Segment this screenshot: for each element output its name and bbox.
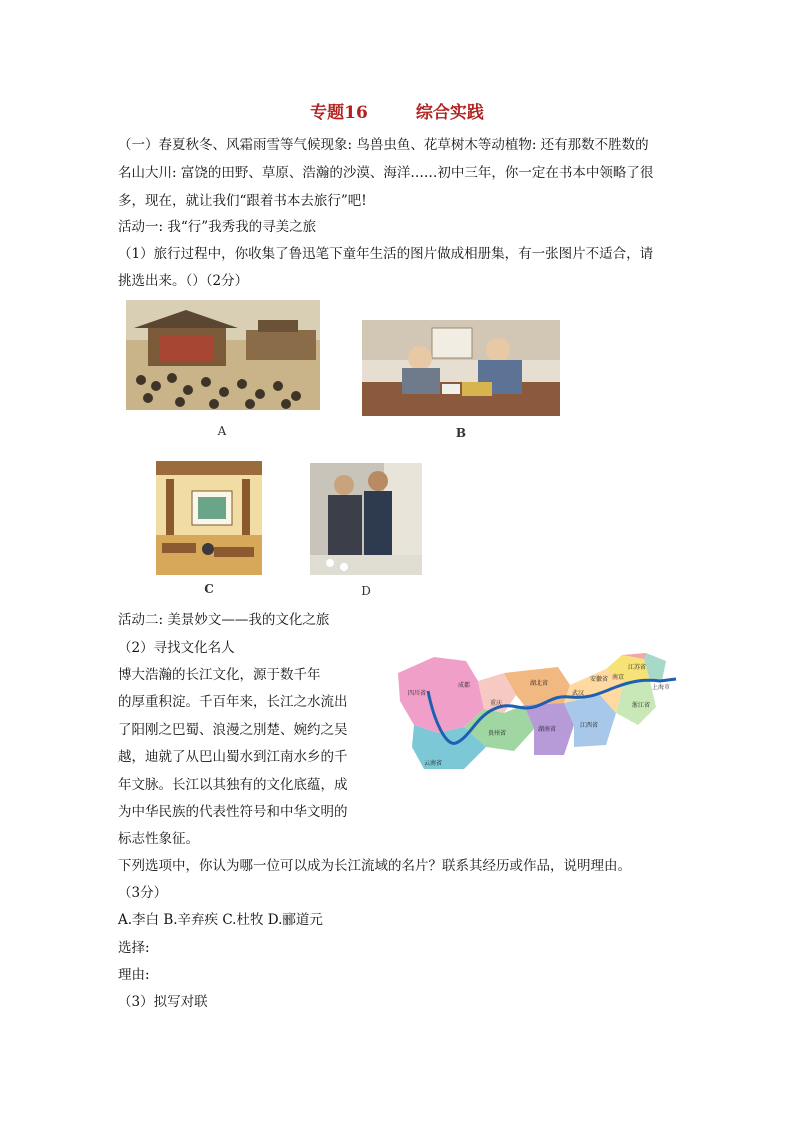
yangtze-river-map bbox=[394, 651, 678, 775]
map-label-yunnan: 云南省 bbox=[424, 760, 443, 767]
activity2-title: 活动二: 美景妙文——我的文化之旅 bbox=[118, 612, 330, 628]
passage-line-5: 年文脉。长江以其独有的文化底蕴，成 bbox=[118, 777, 348, 793]
answer-choice-label: 选择: bbox=[118, 940, 150, 956]
passage-line-2: 的厚重积淀。千百年来，长江之水流出 bbox=[118, 694, 348, 710]
picture-d-two-men bbox=[310, 463, 422, 575]
intro-line-2: 名山大川: 富饶的田野、草原、浩瀚的沙漠、海洋……初中三年，你一定在书本中领略了很 bbox=[118, 165, 654, 181]
intro-line-3: 多，现在，就让我们“跟着书本去旅行”吧! bbox=[118, 193, 367, 209]
page-title bbox=[0, 98, 794, 123]
map-label-sichuan: 四川省 bbox=[408, 690, 427, 697]
map-label-jiangxi: 江西省 bbox=[580, 722, 599, 729]
title-part2: 综合实践 bbox=[415, 103, 484, 123]
answer-reason-label: 理由: bbox=[118, 967, 150, 983]
picture-label-a: A bbox=[217, 424, 227, 438]
map-label-nanjing: 南京 bbox=[612, 674, 625, 681]
map-label-hubei: 湖北省 bbox=[530, 680, 549, 687]
picture-label-d: D bbox=[361, 584, 371, 598]
map-label-anhui: 安徽省 bbox=[590, 676, 609, 683]
map-label-chongqing: 重庆 bbox=[490, 700, 503, 707]
question3-title: （3）拟写对联 bbox=[118, 994, 208, 1010]
picture-a-opera-stage bbox=[126, 300, 320, 410]
passage-line-1: 博大浩瀚的长江文化，源于数千年 bbox=[118, 667, 321, 683]
title-part1: 专题16 bbox=[310, 103, 368, 123]
question1-line-2: 挑选出来。（）（2分） bbox=[118, 273, 249, 289]
question2-prompt: 下列选项中，你认为哪一位可以成为长江流域的名片？联系其经历或作品，说明理由。 bbox=[118, 858, 631, 874]
question2-title: （2）寻找文化名人 bbox=[118, 640, 235, 656]
map-label-wuhan: 武汉 bbox=[572, 690, 585, 697]
map-label-chengdu: 成都 bbox=[458, 682, 471, 689]
question2-options: A.李白 B.辛弃疾 C.杜牧 D.郦道元 bbox=[118, 912, 323, 928]
passage-line-4: 越，迪就了从巴山蜀水到江南水乡的千 bbox=[118, 749, 348, 765]
map-label-zhejiang: 浙江省 bbox=[632, 702, 651, 709]
map-label-guizhou: 贵州省 bbox=[488, 730, 507, 737]
passage-line-6: 为中华民族的代表性符号和中华文明的 bbox=[118, 804, 348, 820]
picture-c-classroom bbox=[156, 461, 262, 575]
activity1-title: 活动一: 我“行”我秀我的寻美之旅 bbox=[118, 219, 317, 235]
passage-line-7: 标志性象征。 bbox=[118, 831, 199, 847]
map-label-jiangsu: 江苏省 bbox=[628, 664, 647, 671]
question2-points: （3分） bbox=[118, 885, 168, 901]
map-label-shanghai: 上海市 bbox=[652, 684, 671, 691]
question1-line-1: （1）旅行过程中，你收集了鲁迅笔下童年生活的图片做成相册集，有一张图片不适合，请 bbox=[118, 246, 654, 262]
intro-line-1: （一）春夏秋冬、风霜雨雪等气候现象: 鸟兽虫鱼、花草树木等动植物: 还有那数不胜数的 bbox=[118, 137, 649, 153]
map-label-hunan: 湖南省 bbox=[538, 726, 557, 733]
picture-label-b: B bbox=[455, 426, 467, 440]
passage-line-3: 了阳刚之巴蜀、浪漫之別楚、婉约之吴 bbox=[118, 722, 348, 738]
picture-label-c: C bbox=[204, 582, 214, 596]
picture-b-reading-scene bbox=[362, 320, 560, 416]
